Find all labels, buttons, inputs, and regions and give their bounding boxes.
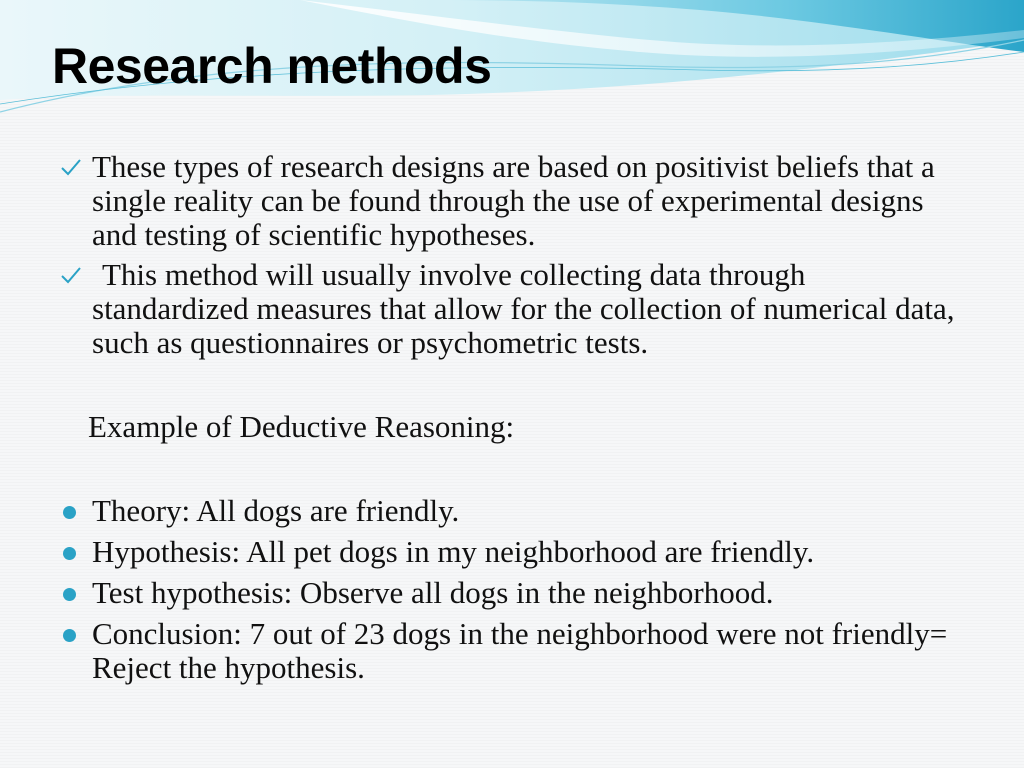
- slide-title: Research methods: [52, 38, 492, 94]
- checkmark-icon: [60, 150, 90, 184]
- bullet-dot-icon: [60, 494, 90, 528]
- check-list-item: [60, 258, 960, 360]
- bullet-list: [60, 494, 960, 685]
- bullet-item-text: Test hypothesis: Observe all dogs in the neighborhood.: [92, 575, 774, 610]
- bullet-dot-icon: [60, 535, 90, 569]
- bullet-item-text: Conclusion: 7 out of 23 dogs in the neighborhood were not friendly= Reject the hypothesis.: [92, 616, 948, 685]
- bullet-list-item: [60, 535, 960, 569]
- example-subheading: Example of Deductive Reasoning:: [88, 409, 515, 444]
- check-list-item: [60, 150, 960, 252]
- check-item-text: These types of research designs are based on positivist beliefs that a single reality can be found through the use of experimental designs and testing of scientific hypotheses.: [92, 149, 935, 252]
- bullet-list-item: [60, 617, 960, 685]
- bullet-item-text: Hypothesis: All pet dogs in my neighborhood are friendly.: [92, 534, 815, 569]
- slide-content: [60, 150, 960, 692]
- bullet-item-text: Theory: All dogs are friendly.: [92, 493, 460, 528]
- check-item-text: This method will usually involve collecting data through standardized measures that allow for the collection of numerical data, such as questionnaires or psychometric tests.: [92, 257, 955, 360]
- bullet-list-item: [60, 576, 960, 610]
- bullet-dot-icon: [60, 617, 90, 651]
- bullet-list-item: [60, 494, 960, 528]
- checkmark-icon: [60, 258, 90, 292]
- bullet-dot-icon: [60, 576, 90, 610]
